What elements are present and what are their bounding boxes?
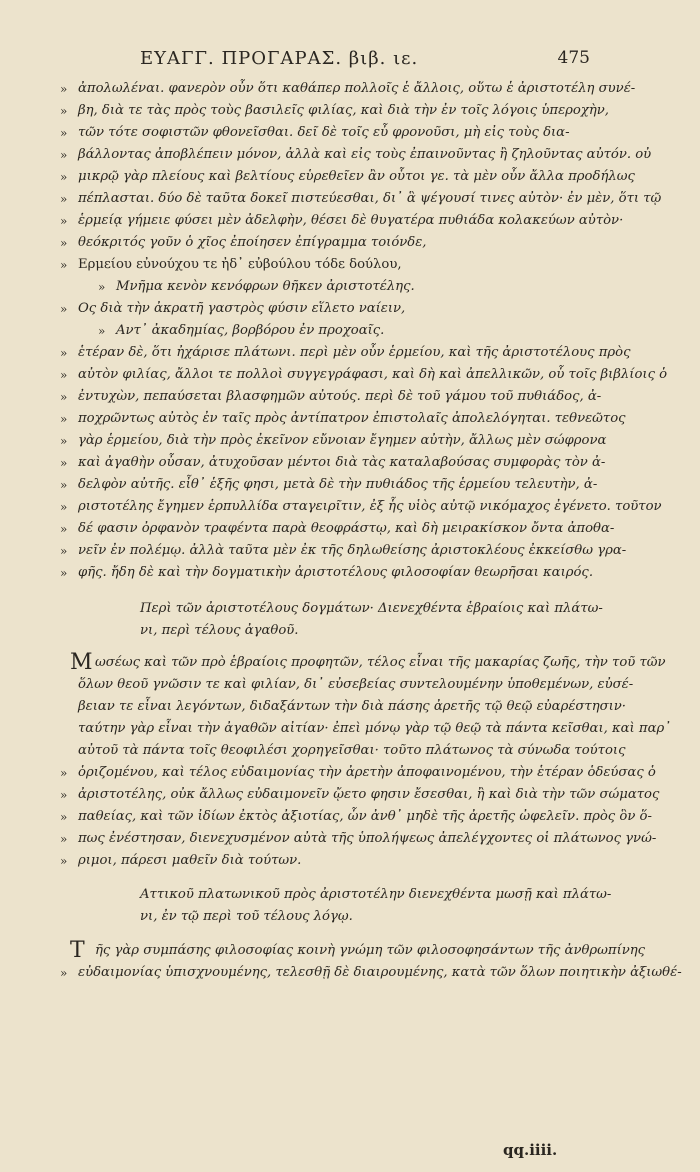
line-text: ριμοι, πάρεσι μαθεῖν διὰ τούτων.	[78, 853, 302, 868]
text-line	[60, 962, 682, 984]
drop-cap: Τ	[70, 938, 85, 963]
quote-marker: »	[60, 434, 68, 448]
quote-marker: »	[60, 346, 68, 360]
line-text: βάλλοντας ἀποβλέπειν μόνον, ἀλλὰ καὶ εἰς τοὺς ἐπαινοῦντας ἢ ζηλοῦντας αὐτόν. οὐ	[78, 147, 652, 162]
quote-marker: »	[98, 280, 106, 294]
line-text: ωσέως καὶ τῶν πρὸ ἑβραίοις προφητῶν, τέλος εἶναι τῆς μακαρίας ζωῆς, τὴν τοῦ τῶν	[95, 655, 666, 670]
line-text: Ερμείου εὐνούχου τε ἠδ᾽ εὐβούλου τόδε δούλου,	[78, 257, 402, 272]
line-text: ῆς γὰρ συμπάσης φιλοσοφίας κοινὴ γνώμη τῶν φιλοσοφησάντων τῆς ἀνθρωπίνης	[95, 943, 646, 958]
text-line	[60, 850, 598, 872]
line-text: Αττικοῦ πλατωνικοῦ πρὸς ἀριστοτέλην διενεχθέντα μωσῇ καὶ πλάτω-	[140, 887, 612, 902]
line-text: τῶν τότε σοφιστῶν φθονεῖσθαι. δεῖ δὲ τοῖς εὖ φρονοῦσι, μὴ εἰς τοὺς δια-	[78, 125, 570, 140]
quote-marker: »	[60, 966, 68, 980]
text-line	[60, 386, 602, 408]
text-line	[60, 784, 660, 806]
quote-marker: »	[60, 832, 68, 846]
quote-marker: »	[60, 126, 68, 140]
quote-marker: »	[98, 324, 106, 338]
text-line	[60, 806, 652, 828]
drop-cap: Μ	[70, 650, 93, 675]
text-line	[60, 828, 657, 850]
section-heading	[140, 884, 660, 906]
quote-marker: »	[60, 522, 68, 536]
line-text: ὁριζομένου, καὶ τέλος εὐδαιμονίας τὴν ἀρετὴν ἀποφαινομένου, τὴν ἑτέραν ὁδεύσας ὁ	[78, 765, 656, 780]
text-line	[60, 78, 636, 100]
line-text: ταύτην γὰρ εἶναι τὴν ἀγαθῶν αἰτίαν· ἐπεὶ μόνῳ γὰρ τῷ θεῷ τὰ πάντα κεῖσθαι, καὶ παρ᾽	[78, 721, 671, 736]
section-heading	[140, 620, 660, 642]
line-text: αὐτοῦ τὰ πάντα τοῖς θεοφιλέσι χορηγεῖσθαι· τοῦτο πλάτωνος τὰ σύνωδα τούτοις	[78, 743, 626, 758]
line-text: νι, περὶ τέλους ἀγαθοῦ.	[140, 623, 299, 638]
text-line	[60, 540, 627, 562]
text-line	[60, 144, 652, 166]
quote-marker: »	[60, 854, 68, 868]
quote-marker: »	[60, 104, 68, 118]
line-text: δελφὸν αὐτῆς. εἶθ᾽ ἑξῆς φησι, μετὰ δὲ τὴν πυθιάδος τῆς ἑρμείου τελευτὴν, ἀ-	[78, 477, 598, 492]
quote-marker: »	[60, 766, 68, 780]
text-line	[60, 430, 607, 452]
line-text: Αντ᾽ ἀκαδημίας, βορβόρου ἐν προχοαῖς.	[116, 323, 385, 338]
line-text: εὐδαιμονίας ὑπισχνουμένης, τελεσθῇ δὲ διαιρουμένης, κατὰ τῶν ὅλων ποιητικὴν ἀξιωθέ-	[78, 965, 682, 980]
line-text: παθείας, καὶ τῶν ἰδίων ἐκτὸς ἀξιοτίας, ὧν ἀνθ᾽ μηδὲ τῆς ἀρετῆς ὠφελεῖν. πρὸς ὃν ὅ-	[78, 809, 652, 824]
line-text: γὰρ ἑρμείου, διὰ τὴν πρὸς ἐκεῖνον εὔνοιαν ἔγημεν αὐτὴν, ἄλλως μὲν σώφρονα	[78, 433, 607, 448]
text-line	[60, 210, 624, 232]
line-text: ἑτέραν δὲ, ὅτι ἠχάρισε πλάτωνι. περὶ μὲν οὖν ἑρμείου, καὶ τῆς ἀριστοτέλους πρὸς	[78, 345, 631, 360]
quote-marker: »	[60, 788, 68, 802]
quote-marker: »	[60, 390, 68, 404]
quote-marker: »	[60, 544, 68, 558]
line-text: βειαν τε εἶναι λεγόντων, διδαξάντων τὴν διὰ πάσης ἀρετῆς τῷ θεῷ εὐαρέστησιν·	[78, 699, 626, 714]
line-text: Περὶ τῶν ἀριστοτέλους δογμάτων· Διενεχθέντα ἑβραίοις καὶ πλάτω-	[140, 601, 603, 616]
quote-marker: »	[60, 82, 68, 96]
line-text: καὶ ἀγαθὴν οὖσαν, ἀτυχοῦσαν μέντοι διὰ τὰς καταλαβούσας συμφορὰς τὸν ἀ-	[78, 455, 606, 470]
page-header	[140, 48, 590, 72]
line-text: ριστοτέλης ἔγημεν ἑρπυλλίδα σταγειρῖτιν, ἐξ ἧς υἱὸς αὐτῷ νικόμαχος ἐγένετο. τοῦτον	[78, 499, 662, 514]
text-line	[60, 474, 598, 496]
quote-marker: »	[60, 566, 68, 580]
signature-mark: qq.iiii.	[503, 1141, 558, 1159]
page-number: 475	[557, 48, 590, 68]
quote-marker: »	[60, 236, 68, 250]
quote-marker: »	[60, 456, 68, 470]
text-line	[60, 100, 609, 122]
quote-marker: »	[60, 258, 68, 272]
quote-marker: »	[60, 302, 68, 316]
text-line	[78, 740, 626, 762]
line-text: αὐτὸν φιλίας, ἄλλοι τε πολλοὶ συγγεγράφασι, καὶ δὴ καὶ ἀπελλικῶν, οὗ τοῖς βιβλίοις ὁ	[78, 367, 668, 382]
line-text: δέ φασιν ὀρφανὸν τραφέντα παρὰ θεοφράστῳ, καὶ δὴ μειρακίσκον ὄντα ἀποθα-	[78, 521, 615, 536]
line-text: ὅλων θεοῦ γνῶσιν τε καὶ φιλίαν, δι᾽ εὐσεβείας συντελουμένην ὑποθεμένων, εὐσέ-	[78, 677, 634, 692]
quote-marker: »	[60, 148, 68, 162]
line-text: ἐντυχὼν, πεπαύσεται βλασφημῶν αὐτούς. περὶ δὲ τοῦ γάμου τοῦ πυθιάδος, ἀ-	[78, 389, 602, 404]
text-line	[60, 762, 656, 784]
running-title: ΕΥΑΓΓ. ΠΡΟΓΑΡΑΣ. βιβ. ιε.	[140, 48, 419, 69]
text-line	[98, 320, 636, 342]
text-line	[60, 452, 606, 474]
line-text: ἀπολωλέναι. φανερὸν οὖν ὅτι καθάπερ πολλοῖς ἑ ἄλλοις, οὕτω ἑ ἀριστοτέλη συνέ-	[78, 81, 636, 96]
text-line	[95, 940, 646, 962]
text-line	[60, 364, 668, 386]
text-line	[60, 254, 598, 276]
section-heading	[140, 906, 660, 928]
line-text: φῆς. ἤδη δὲ καὶ τὴν δογματικὴν ἀριστοτέλους φιλοσοφίαν θεωρῆσαι καιρός.	[78, 565, 594, 580]
text-line	[95, 652, 666, 674]
line-text: Ος διὰ τὴν ἀκρατῆ γαστρὸς φύσιν εἵλετο ναίειν,	[78, 301, 406, 316]
quote-marker: »	[60, 170, 68, 184]
text-line	[60, 408, 626, 430]
quote-marker: »	[60, 368, 68, 382]
line-text: πέπλασται. δύο δὲ ταῦτα δοκεῖ πιστεύεσθαι, δι᾽ ἃ ψέγουσί τινες αὐτὸν· ἐν μὲν, ὅτι τῷ	[78, 191, 662, 206]
line-text: Μνῆμα κενὸν κενόφρων θῆκεν ἀριστοτέλης.	[116, 279, 415, 294]
line-text: νι, ἐν τῷ περὶ τοῦ τέλους λόγῳ.	[140, 909, 353, 924]
text-line	[60, 232, 598, 254]
line-text: νεῖν ἐν πολέμῳ. ἀλλὰ ταῦτα μὲν ἐκ τῆς δηλωθείσης ἀριστοκλέους ἐκκείσθω γρα-	[78, 543, 627, 558]
text-line	[60, 562, 598, 584]
text-line	[78, 718, 671, 740]
text-line	[60, 298, 598, 320]
line-text: μικρῷ γὰρ πλείους καὶ βελτίους εὑρεθεῖεν ἂν οὗτοι γε. τὰ μὲν οὖν ἄλλα προδήλως	[78, 169, 635, 184]
text-line	[78, 696, 626, 718]
quote-marker: »	[60, 412, 68, 426]
quote-marker: »	[60, 478, 68, 492]
quote-marker: »	[60, 500, 68, 514]
line-text: ἑρμείᾳ γήμειε φύσει μὲν ἀδελφὴν, θέσει δὲ θυγατέρα πυθιάδα κολακεύων αὐτὸν·	[78, 213, 624, 228]
text-line	[78, 674, 634, 696]
quote-marker: »	[60, 192, 68, 206]
line-text: θεόκριτός γοῦν ὁ χῖος ἐποίησεν ἐπίγραμμα τοιόνδε,	[78, 235, 427, 250]
section-heading	[140, 598, 660, 620]
text-line	[60, 166, 635, 188]
text-line	[60, 122, 598, 144]
quote-marker: »	[60, 214, 68, 228]
text-line	[60, 518, 615, 540]
text-line	[98, 276, 636, 298]
line-text: βη, διὰ τε τὰς πρὸς τοὺς βασιλεῖς φιλίας, καὶ διὰ τὴν ἐν τοῖς λόγοις ὑπεροχὴν,	[78, 103, 609, 118]
text-line	[60, 496, 662, 518]
line-text: ἀριστοτέλης, οὐκ ἄλλως εὐδαιμονεῖν ᾤετο φησιν ἔσεσθαι, ἢ καὶ διὰ τὴν τῶν σώματος	[78, 787, 660, 802]
text-line	[60, 342, 631, 364]
text-line	[60, 188, 662, 210]
line-text: πως ἐνέστησαν, διενεχυσμένον αὐτὰ τῆς ὑπολήψεως ἀπελέγχοντες οἱ πλάτωνος γνώ-	[78, 831, 657, 846]
quote-marker: »	[60, 810, 68, 824]
line-text: ποχρῶντως αὐτὸς ἐν ταῖς πρὸς ἀντίπατρον ἐπιστολαῖς ἀπολελόγηται. τεθνεῶτος	[78, 411, 626, 426]
